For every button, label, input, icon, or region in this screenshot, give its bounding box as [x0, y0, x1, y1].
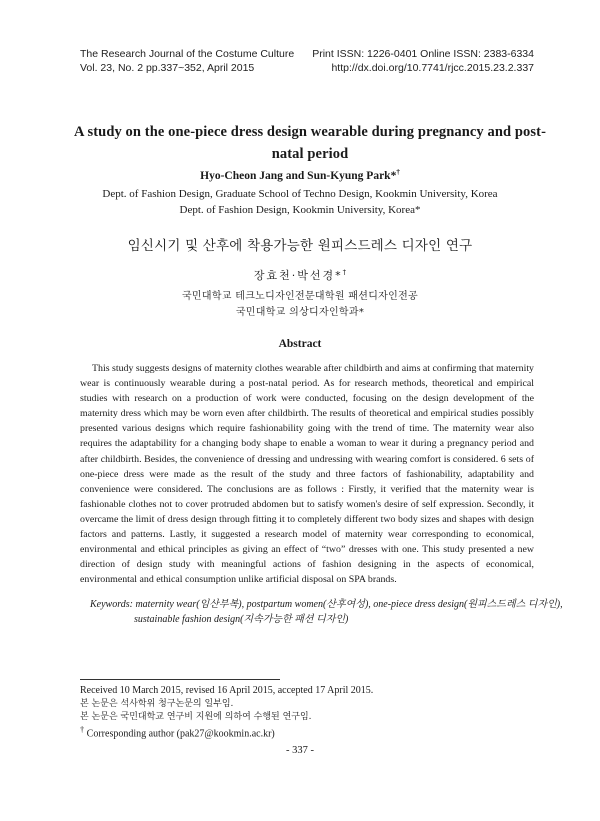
abstract-body: This study suggests designs of maternity clothes wearable after childbirth and aims at confirming that maternity wear is continuously wearable during a post-natal period. As for research methods, theoretical and empirical studies with research on a production of work were conducted, focusing on the design development of the maternity dress which may be worn even after childbirth. The results of theoretical and empirical studies possibly presented various designs which require fashionability going with the trend of time. The maternity wear also requires the adaptability for a changing body shape to enable a woman to wear it during a pregnancy period and after childbirth. Besides, the convenience of dressing and undressing with wearing comfort is considered. 6 sets of one-piece dress were made as the result of the study and three factors of fashionability, adaptability and convenience were considered. The conclusions are as follows : Firstly, it verified that the maternity wear is fashionable clothes not to cover protruded abdomen but to satisfy women's desire of self expression. Secondly, it overcame the limit of dress design through fitting it to completely different two body sizes and shapes with design factors and patterns. Lastly, it suggested a research model of maternity wear corresponding to economical, environmental and ethical principles as giving an effect of “two” dresses with one. This study presented a new direction of design study with meaningful actions of fashion designing in the aspects of economical, environmental and ethical consumption unlike artificial disposal on SPA brands. — [80, 363, 534, 586]
corresponding-mark-korean: † — [342, 268, 347, 277]
journal-header-left — [80, 47, 294, 75]
keywords: Keywords: maternity wear(임산부복), postpartum women(산후여성), one-piece dress design(원피스드레스 디자인), sustainable fashion design(지속가능한 패션 디자인) — [90, 599, 563, 625]
paper-title-korean: 임신시기 및 산후에 착용가능한 원피스드레스 디자인 연구 — [127, 238, 473, 254]
affiliation-en-2: Dept. of Fashion Design, Kookmin University, Korea* — [179, 204, 421, 216]
footnote-received: Received 10 March 2015, revised 16 April 2015, accepted 17 April 2015. — [80, 685, 374, 696]
footnote-divider — [80, 679, 280, 680]
page-number: - 337 - — [286, 745, 314, 756]
footnote-funding: 본 논문은 국민대학교 연구비 지원에 의하여 수행된 연구임. — [80, 712, 312, 722]
journal-name: The Research Journal of the Costume Culture — [80, 48, 295, 60]
authors-korean — [0, 267, 600, 283]
affiliation-ko-2: 국민대학교 의상디자인학과* — [235, 307, 365, 318]
author-names: Hyo-Cheon Jang and Sun-Kyung Park* — [200, 169, 397, 182]
journal-volume: Vol. 23, No. 2 pp.337~352, April 2015 — [80, 62, 255, 74]
dagger-mark: † — [80, 725, 85, 734]
affiliation-ko-1: 국민대학교 테크노디자인전문대학원 패션디자인전공 — [181, 291, 419, 302]
doi-link[interactable]: http://dx.doi.org/10.7741/rjcc.2015.23.2.337 — [331, 62, 534, 74]
footnote-corresponding — [80, 723, 275, 740]
corresponding-mark: † — [396, 168, 400, 176]
paper-title: A study on the one-piece dress design wearable during pregnancy and post-natal period — [73, 124, 547, 162]
affiliation-en-1: Dept. of Fashion Design, Graduate School of Techno Design, Kookmin University, Korea — [102, 188, 498, 200]
journal-header-right — [312, 47, 534, 75]
footnote-thesis: 본 논문은 석사학위 청구논문의 일부임. — [80, 699, 234, 709]
issn-line: Print ISSN: 1226-0401 Online ISSN: 2383-6334 — [312, 48, 534, 60]
abstract-heading: Abstract — [278, 338, 322, 350]
authors-english — [0, 168, 600, 182]
corresponding-author: Corresponding author (pak27@kookmin.ac.kr) — [84, 728, 275, 740]
author-names-korean: 장효천·박선경* — [253, 269, 343, 282]
